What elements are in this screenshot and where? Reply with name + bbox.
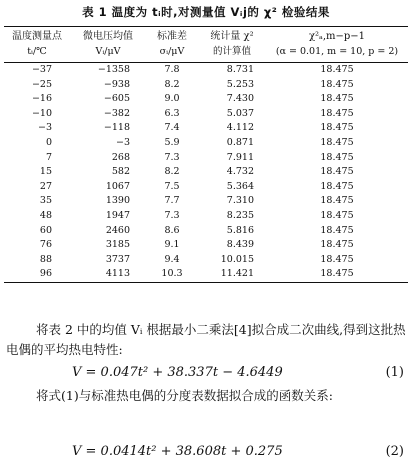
table-row [4,209,408,224]
cell-statistic: 8.731 [226,64,254,75]
cell-temperature: −3 [37,122,52,134]
cell-temperature: −37 [31,64,52,75]
cell-std-dev: 7.4 [164,122,180,134]
cell-voltage-mean: −382 [103,107,130,119]
cell-voltage-mean: 268 [111,151,130,163]
table-row [4,107,408,122]
cell-critical-value: 18.475 [320,122,354,134]
paragraph-2-text: 将式(1)与标准热电偶的分度表数据拟合成的函数关系: [36,388,333,403]
cell-temperature: 15 [39,166,52,178]
cell-critical-value: 18.475 [320,239,354,251]
cell-statistic: 4.112 [226,122,254,134]
table-row [4,224,408,239]
cell-temperature: −16 [31,93,52,105]
cell-critical-value: 18.475 [320,180,354,192]
cell-voltage-mean: −938 [103,78,130,90]
cell-critical-value: 18.475 [320,209,354,221]
cell-voltage-mean: 3737 [105,253,130,265]
header-std-unit: σᵢ/μV [146,44,198,63]
cell-std-dev: 6.3 [164,107,180,119]
equation-1-number: (1) [385,365,404,380]
cell-std-dev: 7.3 [164,209,180,221]
cell-statistic: 7.430 [226,93,254,105]
table-row [4,194,408,209]
table-row [4,238,408,253]
cell-temperature: −10 [31,107,52,119]
equation-2-expression: V = 0.0414t² + 38.608t + 0.275 [72,444,283,459]
cell-voltage-mean: 582 [111,166,130,178]
cell-voltage-mean: 1947 [105,209,130,221]
cell-statistic: 7.310 [226,195,254,207]
header-voltage-unit: Vᵢ/μV [70,44,146,63]
table-row [4,78,408,93]
header-temperature: 温度测量点 [4,27,70,45]
cell-temperature: 88 [39,253,52,265]
equation-2-number: (2) [385,444,404,459]
cell-std-dev: 7.8 [164,64,180,75]
cell-temperature: 27 [39,180,52,192]
table-row [4,136,408,151]
paragraph-1-text: 将表 2 中的均值 Vᵢ 根据最小二乘法[4]拟合成二次曲线,得到这批热电偶的平均热电特性: [6,322,406,357]
paragraph-fit-description [6,320,408,360]
table-caption: 表 1 温度为 tᵢ时,对测量值 Vᵢj的 χ² 检验结果 [82,5,330,19]
cell-voltage-mean: 3185 [105,239,130,251]
cell-critical-value: 18.475 [320,166,354,178]
equation-1-expression: V = 0.047t² + 38.337t − 4.6449 [72,365,283,380]
cell-statistic: 8.439 [226,239,254,251]
header-voltage-mean: 微电压均值 [70,27,146,45]
cell-statistic: 11.421 [198,267,266,282]
table-header-row-2 [4,44,408,63]
table-row [4,165,408,180]
cell-statistic: 4.732 [226,166,254,178]
cell-statistic: 8.235 [226,209,254,221]
table-row [4,180,408,195]
cell-std-dev: 7.7 [164,195,180,207]
cell-critical-value: 18.475 [320,195,354,207]
cell-statistic: 5.816 [226,224,254,236]
cell-std-dev: 9.0 [164,93,180,105]
cell-voltage-mean: 2460 [105,224,130,236]
cell-voltage-mean: −605 [103,93,130,105]
cell-voltage-mean: −3 [115,136,130,148]
table-row [4,92,408,107]
header-statistic-sub: 的计算值 [198,44,266,63]
cell-std-dev: 8.2 [164,78,180,90]
cell-voltage-mean: 1067 [105,180,130,192]
cell-std-dev: 9.4 [164,253,180,265]
chi-square-results-table [4,26,408,283]
header-critical-value: χ²ₐ,m−p−1 [266,27,408,45]
cell-temperature: 0 [45,136,52,148]
cell-temperature: 60 [39,224,52,236]
cell-std-dev: 8.6 [164,224,180,236]
cell-temperature: −25 [31,78,52,90]
cell-statistic: 5.037 [226,107,254,119]
cell-std-dev: 7.3 [164,151,180,163]
table-row [4,267,408,282]
cell-critical-value: 18.475 [320,78,354,90]
cell-temperature: 35 [39,195,52,207]
table-row [4,151,408,166]
cell-std-dev: 10.3 [146,267,198,282]
header-statistic: 统计量 χ² [198,27,266,45]
cell-statistic: 0.871 [226,136,254,148]
table-row [4,63,408,78]
header-std-dev: 标准差 [146,27,198,45]
cell-std-dev: 7.5 [164,180,180,192]
cell-critical-value: 18.475 [320,136,354,148]
cell-critical-value: 18.475 [320,93,354,105]
table-header-row-1 [4,27,408,45]
cell-voltage-mean: −118 [103,122,130,134]
cell-voltage-mean: −1358 [97,64,130,75]
cell-critical-value: 18.475 [320,64,354,75]
cell-std-dev: 8.2 [164,166,180,178]
cell-critical-value: 18.475 [320,224,354,236]
cell-voltage-mean: 1390 [105,195,130,207]
header-temperature-unit: tᵢ/℃ [4,44,70,63]
cell-statistic: 10.015 [220,253,254,265]
cell-temperature: 96 [4,267,70,282]
table-row [4,121,408,136]
cell-temperature: 7 [45,151,52,163]
cell-temperature: 76 [39,239,52,251]
cell-critical-value: 18.475 [266,267,408,282]
cell-critical-value: 18.475 [320,107,354,119]
table-row [4,253,408,268]
cell-std-dev: 5.9 [164,136,180,148]
cell-voltage-mean: 4113 [70,267,146,282]
cell-statistic: 5.253 [226,78,254,90]
cell-statistic: 5.364 [226,180,254,192]
paragraph-standard-fit [6,386,408,406]
cell-critical-value: 18.475 [320,151,354,163]
header-critical-params: (α = 0.01, m = 10, p = 2) [266,44,408,63]
cell-critical-value: 18.475 [320,253,354,265]
cell-temperature: 48 [39,209,52,221]
cell-statistic: 7.911 [226,151,254,163]
cell-std-dev: 9.1 [164,239,180,251]
